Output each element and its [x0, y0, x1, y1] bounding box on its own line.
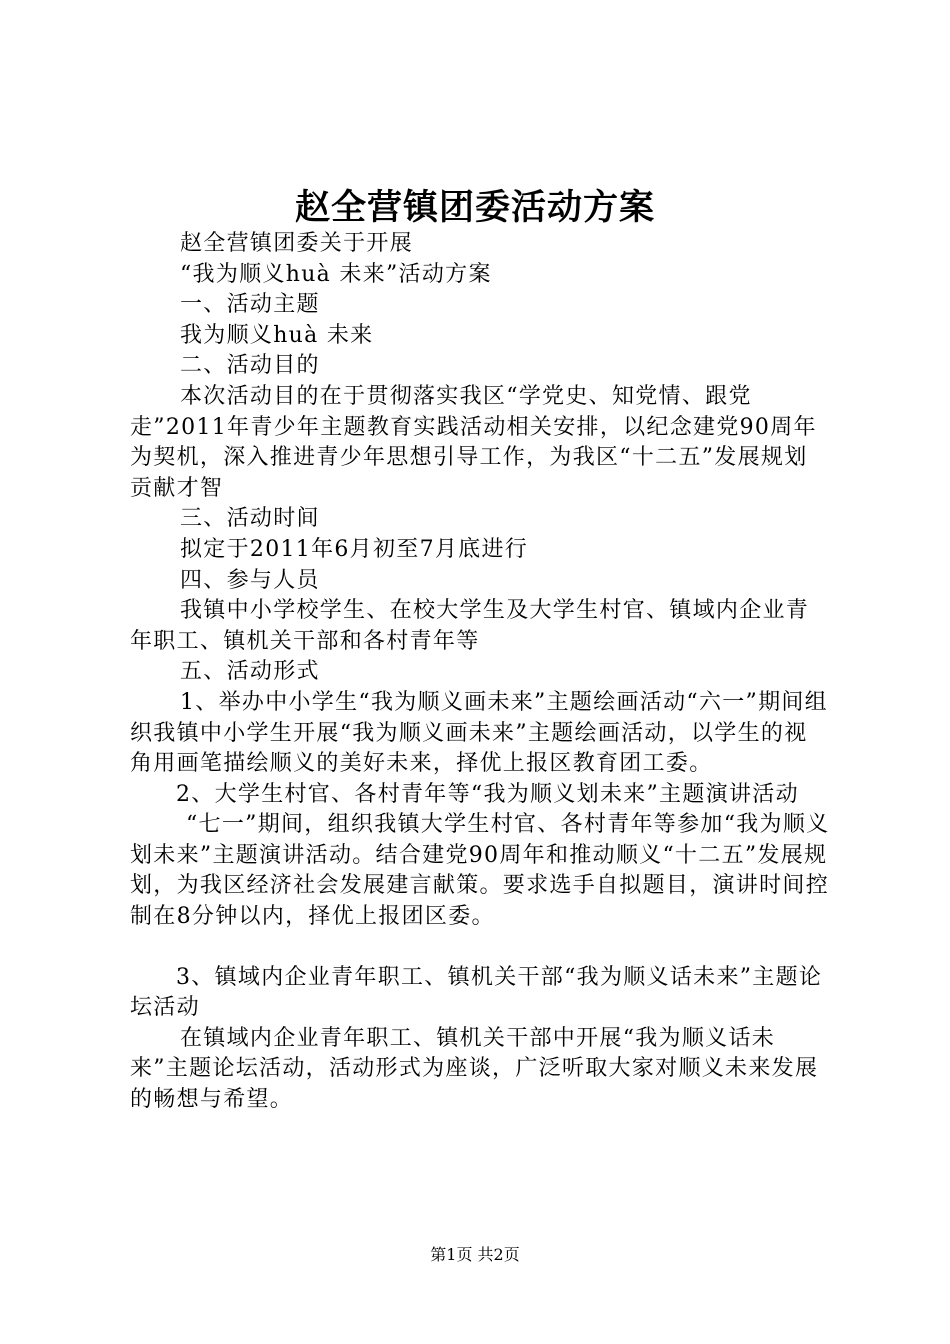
document-title: 赵全营镇团委活动方案 — [294, 187, 655, 228]
paragraph-format-2-body: “七一”期间，组织我镇大学生村官、各村青年等参加“我为顺义划未来”主题演讲活动。结合建党90周年和推动顺义“十二五”发展规划，为我区经济社会发展建言献策。要求选手自拟题目，演讲时间控制在8分钟以内，择优上报团区委。 — [130, 812, 830, 930]
paragraph-format-3-heading: 3、镇域内企业青年职工、镇机关干部“我为顺义话未来”主题论坛活动 — [130, 964, 823, 1021]
paragraph-theme: 我为顺义huà 未来 — [180, 322, 374, 348]
section-heading-time: 三、活动时间 — [180, 506, 320, 532]
document-body — [130, 229, 830, 1116]
paragraph-spacer — [130, 933, 830, 963]
section-heading-theme: 一、活动主题 — [180, 292, 320, 318]
paragraph-format-2-heading: 2、大学生村官、各村青年等“我为顺义划未来”主题演讲活动 — [176, 781, 799, 807]
paragraph-participants: 我镇中小学校学生、在校大学生及大学生村官、镇域内企业青年职工、镇机关干部和各村青年等 — [130, 598, 810, 654]
paragraph-format-1: 1、举办中小学生“我为顺义画未来”主题绘画活动“六一”期间组织我镇中小学生开展“我为顺义画未来”主题绘画活动，以学生的视角用画笔描绘顺义的美好未来，择优上报区教育团工委。 — [130, 689, 828, 777]
page-footer: 第1页 共2页 — [430, 1245, 520, 1264]
paragraph-intro-line1: 赵全营镇团委关于开展 — [180, 231, 414, 256]
paragraph-intro-line2: “我为顺义huà 未来”活动方案 — [180, 261, 492, 287]
paragraph-purpose: 本次活动目的在于贯彻落实我区“学党史、知党情、跟党走”2011年青少年主题教育实践活动相关安排，以纪念建党90周年为契机，深入推进青少年思想引导工作，为我区“十二五”发展规划贡献才智 — [130, 383, 817, 501]
paragraph-time: 拟定于2011年6月初至7月底进行 — [180, 536, 529, 562]
section-heading-purpose: 二、活动目的 — [180, 353, 320, 379]
section-heading-participants: 四、参与人员 — [180, 567, 320, 593]
section-heading-format: 五、活动形式 — [180, 659, 320, 685]
paragraph-format-3-body: 在镇域内企业青年职工、镇机关干部中开展“我为顺义话未来”主题论坛活动，活动形式为座谈，广泛听取大家对顺义未来发展的畅想与希望。 — [130, 1025, 819, 1113]
